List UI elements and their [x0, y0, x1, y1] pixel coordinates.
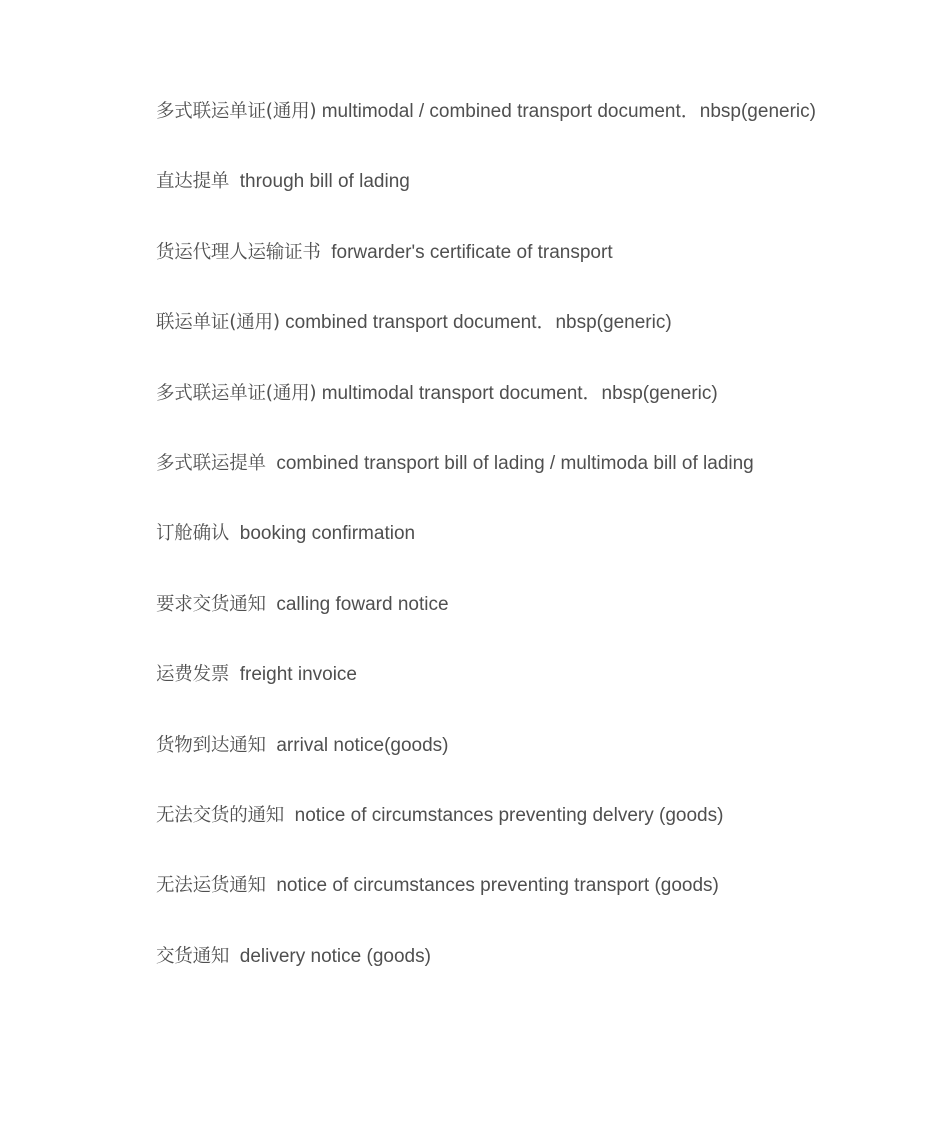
term-entry [156, 96, 916, 166]
term-english: arrival notice(goods) [265, 734, 449, 756]
term-chinese: 多式联运提单 [156, 452, 266, 474]
term-chinese: 货物到达通知 [156, 734, 266, 756]
term-chinese: 无法交货的通知 [156, 804, 285, 826]
term-english: multimodal transport document．nbsp(generic) [316, 382, 718, 404]
term-chinese: 交货通知 [156, 945, 230, 967]
term-chinese: 多式联运单证(通用) [156, 101, 317, 122]
term-entry [156, 307, 916, 377]
term-chinese: 无法运货通知 [156, 875, 266, 897]
term-entry [156, 166, 916, 236]
term-entry [156, 730, 916, 800]
term-english: delivery notice (goods) [229, 945, 431, 967]
term-english: booking confirmation [229, 523, 416, 545]
term-chinese: 联运单证(通用) [156, 312, 280, 334]
term-entry [156, 941, 916, 1011]
term-english: combined transport document．nbsp(generic) [279, 312, 672, 334]
term-english: freight invoice [229, 664, 357, 686]
term-chinese: 要求交货通知 [156, 593, 266, 615]
term-entry [156, 448, 916, 518]
term-entry [156, 378, 916, 448]
term-chinese: 多式联运单证(通用) [156, 382, 317, 404]
term-english: notice of circumstances preventing transport (goods) [265, 875, 719, 897]
term-english: combined transport bill of lading / multimoda bill of lading [265, 452, 754, 474]
term-chinese: 直达提单 [156, 171, 230, 193]
term-entry [156, 237, 916, 307]
term-chinese: 订舱确认 [156, 523, 230, 545]
term-english: forwarder's certificate of transport [320, 241, 613, 263]
term-english: multimodal / combined transport document．nbsp(generic) [316, 101, 816, 122]
term-list [156, 96, 916, 1011]
term-english: through bill of lading [229, 171, 410, 193]
term-entry [156, 589, 916, 659]
term-entry [156, 870, 916, 940]
term-english: calling foward notice [265, 593, 449, 615]
term-entry [156, 518, 916, 588]
term-chinese: 货运代理人运输证书 [156, 241, 321, 263]
term-chinese: 运费发票 [156, 664, 230, 686]
term-english: notice of circumstances preventing delvery (goods) [284, 804, 724, 826]
term-entry [156, 659, 916, 729]
term-entry [156, 800, 916, 870]
